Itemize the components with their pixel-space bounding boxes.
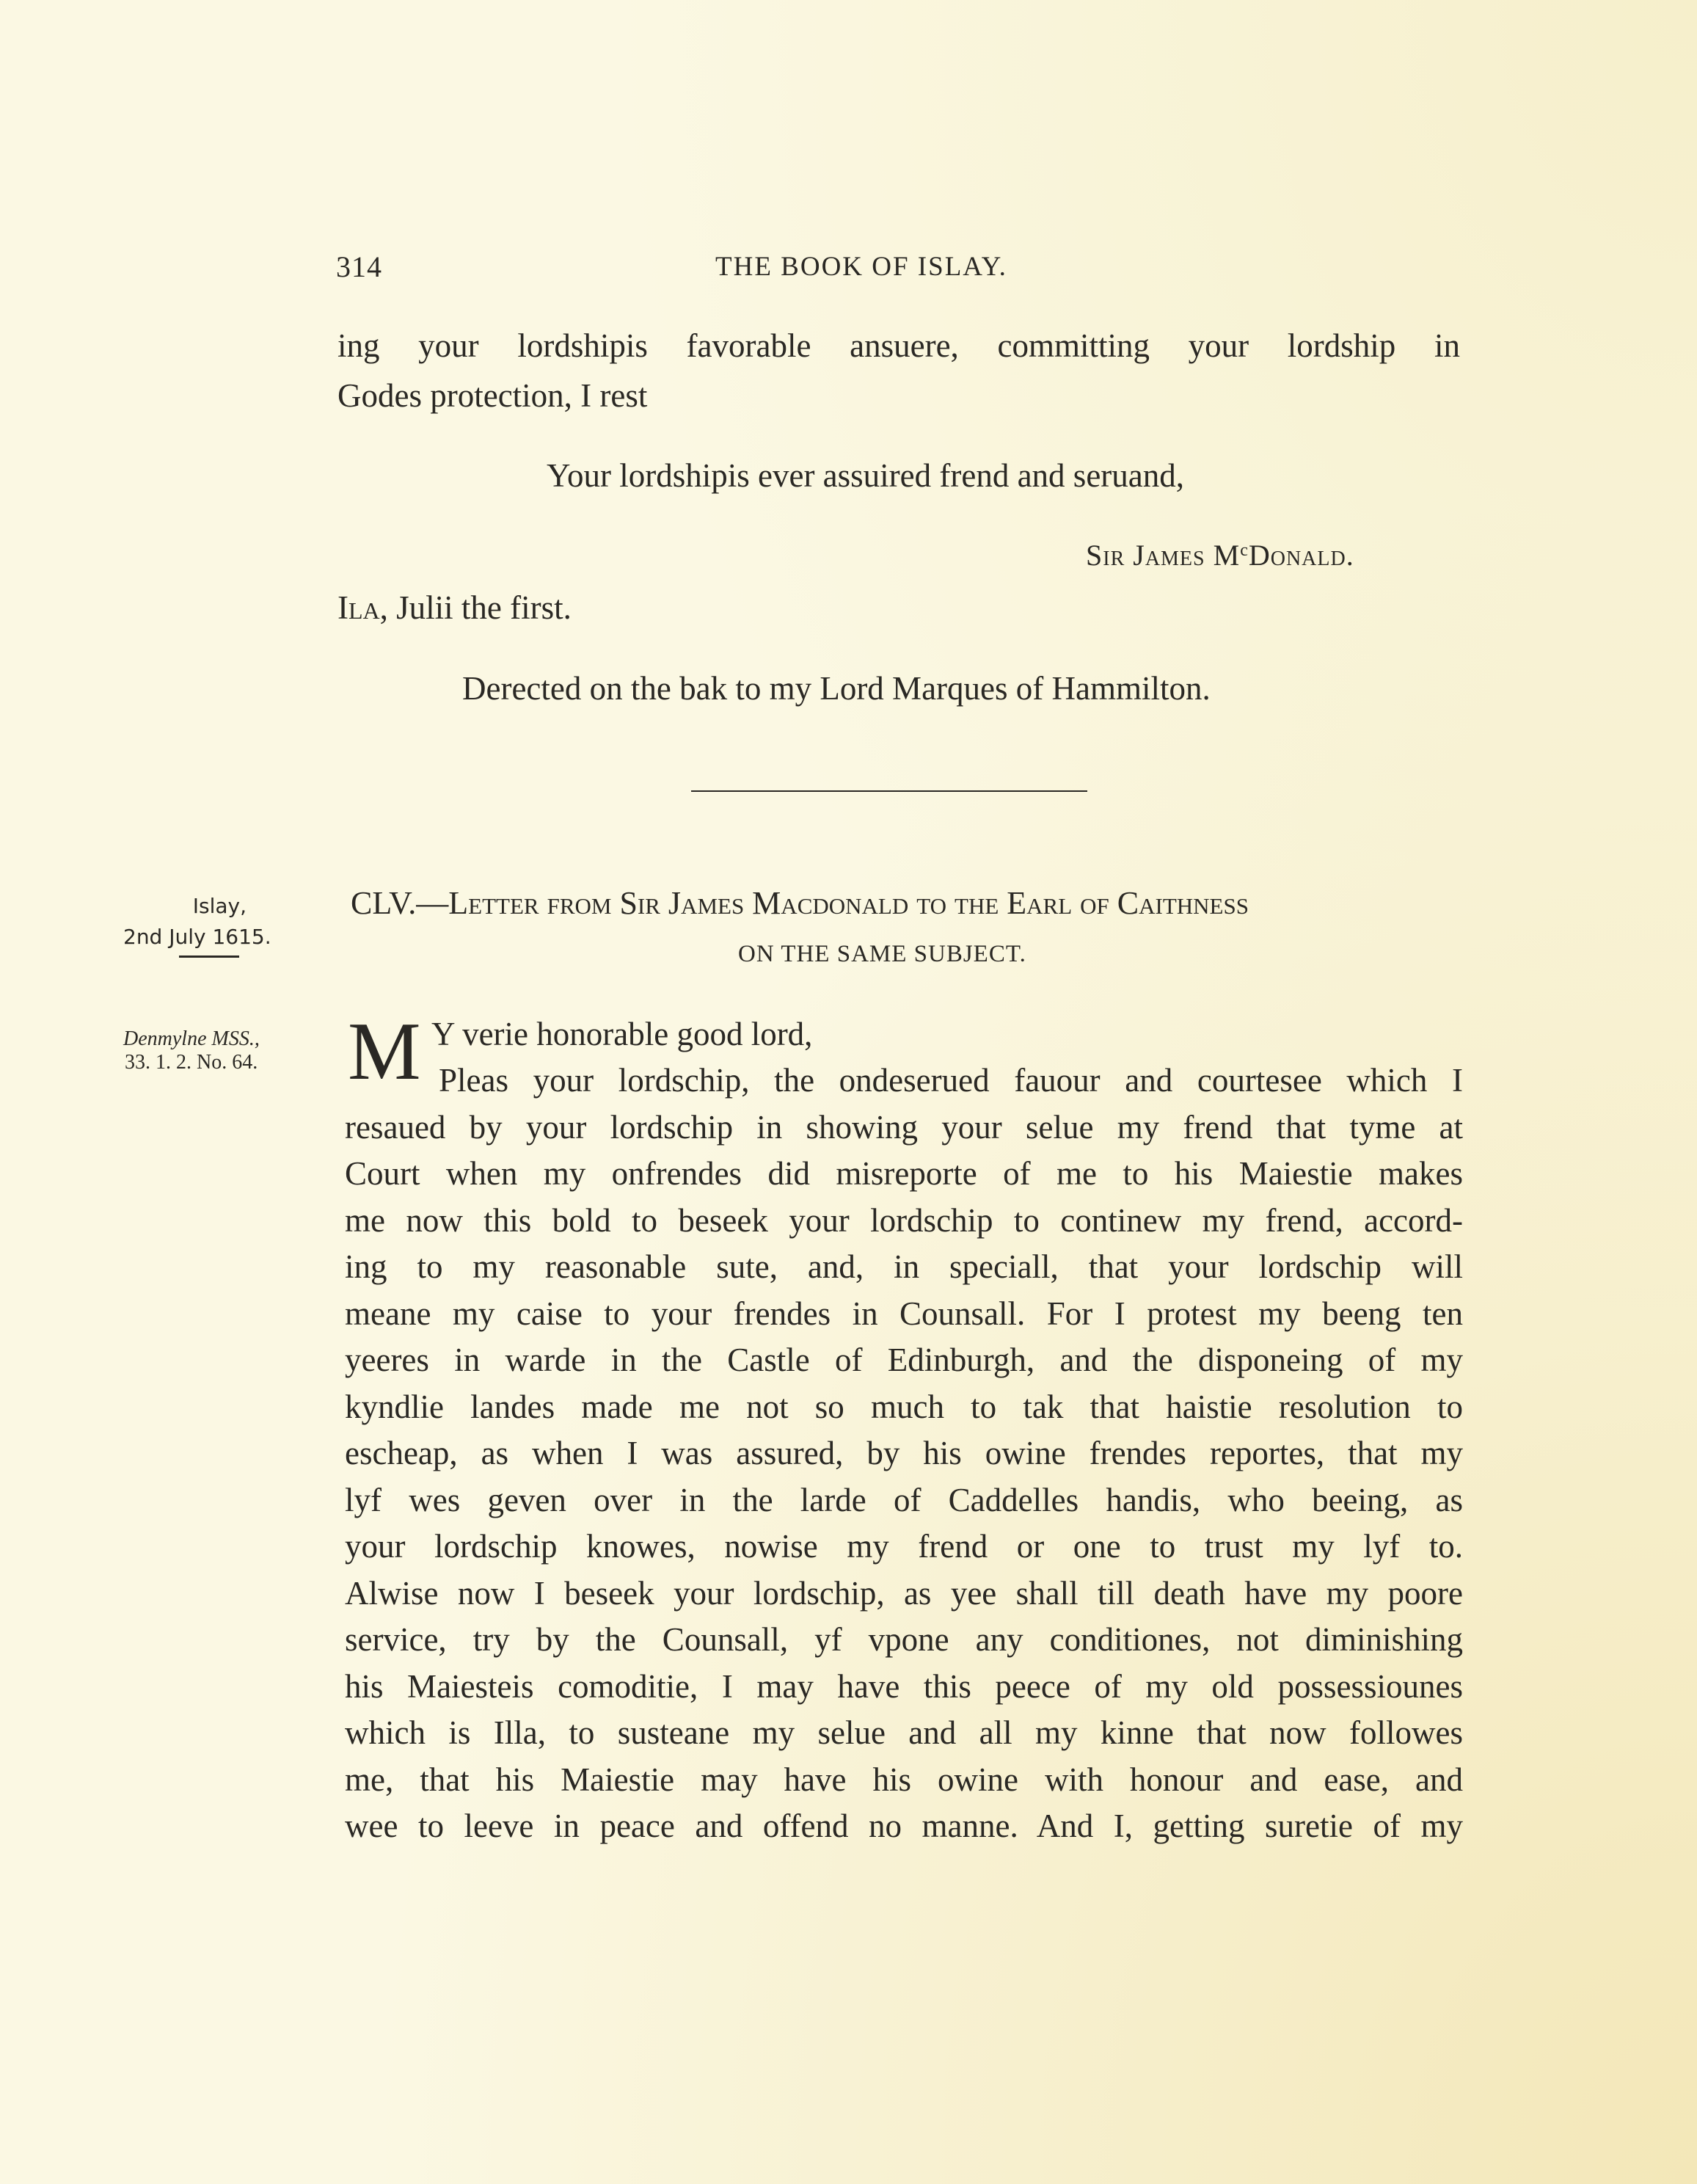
text-line: lyf wes geven over in the larde of Caddelles handis, who beeing, as	[345, 1482, 1463, 1518]
text-line: Court when my onfrendes did misreporte of me to his Maiestie makes	[345, 1155, 1463, 1192]
date-text: , Julii the first.	[379, 589, 572, 626]
text-line: me now this bold to beseek your lordschip to continew my frend, accord-	[345, 1202, 1463, 1239]
section-divider	[691, 790, 1087, 792]
signature-superscript: c	[1240, 540, 1249, 560]
heading-numeral: CLV.—	[351, 885, 449, 921]
margin-note-source-title: Denmylne MSS.,	[123, 1027, 260, 1050]
drop-cap: M	[348, 1006, 421, 1097]
text-line: meane my caise to your frendes in Counsall. For I protest my beeng ten	[345, 1295, 1463, 1332]
signature-name-part: James M	[1133, 539, 1241, 572]
letter-closing: Your lordshipis ever assuired frend and seruand,	[547, 457, 1184, 494]
text-line: Godes protection, I rest	[337, 377, 648, 414]
text-line: Alwise now I beseek your lordschip, as yee shall till death have my poore	[345, 1575, 1463, 1612]
text-line: service, try by the Counsall, yf vpone any conditiones, not diminishing	[345, 1621, 1463, 1658]
letter-direction: Derected on the bak to my Lord Marques of Hammilton.	[462, 670, 1211, 707]
text-line: your lordschip knowes, nowise my frend or one to trust my lyf to.	[345, 1528, 1463, 1565]
signature-name-part: Donald.	[1248, 539, 1354, 572]
text-line: resaued by your lordschip in showing your selue my frend that tyme at	[345, 1109, 1463, 1146]
running-title: THE BOOK OF ISLAY.	[715, 252, 1007, 282]
text-line: escheap, as when I was assured, by his owine frendes reportes, that my	[345, 1435, 1463, 1471]
signature	[1086, 533, 1354, 578]
section-heading	[351, 881, 1451, 926]
heading-text: Letter from Sir James Macdonald to the Earl of Caithness	[448, 885, 1249, 921]
signature-title: Sir	[1086, 539, 1125, 572]
text-line: me, that his Maiestie may have his owine with honour and ease, and	[345, 1761, 1463, 1798]
margin-rule	[179, 956, 239, 958]
text-line: his Maiesteis comoditie, I may have this peece of my old possessiounes	[345, 1668, 1463, 1705]
salutation: Y verie honorable good lord,	[431, 1016, 813, 1052]
letter-place-date	[337, 585, 572, 630]
text-line: kyndlie landes made me not so much to tak that haistie resolution to	[345, 1388, 1463, 1425]
text-line: yeeres in warde in the Castle of Edinburgh, and the disponeing of my	[345, 1342, 1463, 1378]
text-line: ing your lordshipis favorable ansuere, committing your lordship in	[337, 327, 1460, 364]
text-line: which is Illa, to susteane my selue and all my kinne that now followes	[345, 1714, 1463, 1751]
text-line: Pleas your lordschip, the ondeserued fauour and courtesee which I	[439, 1062, 1463, 1099]
margin-note-date: 2nd July 1615.	[123, 925, 271, 949]
text-line: ing to my reasonable sute, and, in speciall, that your lordschip will	[345, 1248, 1463, 1285]
section-subheading: ON THE SAME SUBJECT.	[738, 941, 1026, 967]
page-number: 314	[336, 250, 382, 283]
margin-note-source-ref: 33. 1. 2. No. 64.	[125, 1051, 258, 1074]
margin-note-place: Islay,	[192, 894, 247, 918]
place-name: Ila	[337, 589, 380, 626]
text-line: wee to leeve in peace and offend no manne. And I, getting suretie of my	[345, 1808, 1463, 1844]
